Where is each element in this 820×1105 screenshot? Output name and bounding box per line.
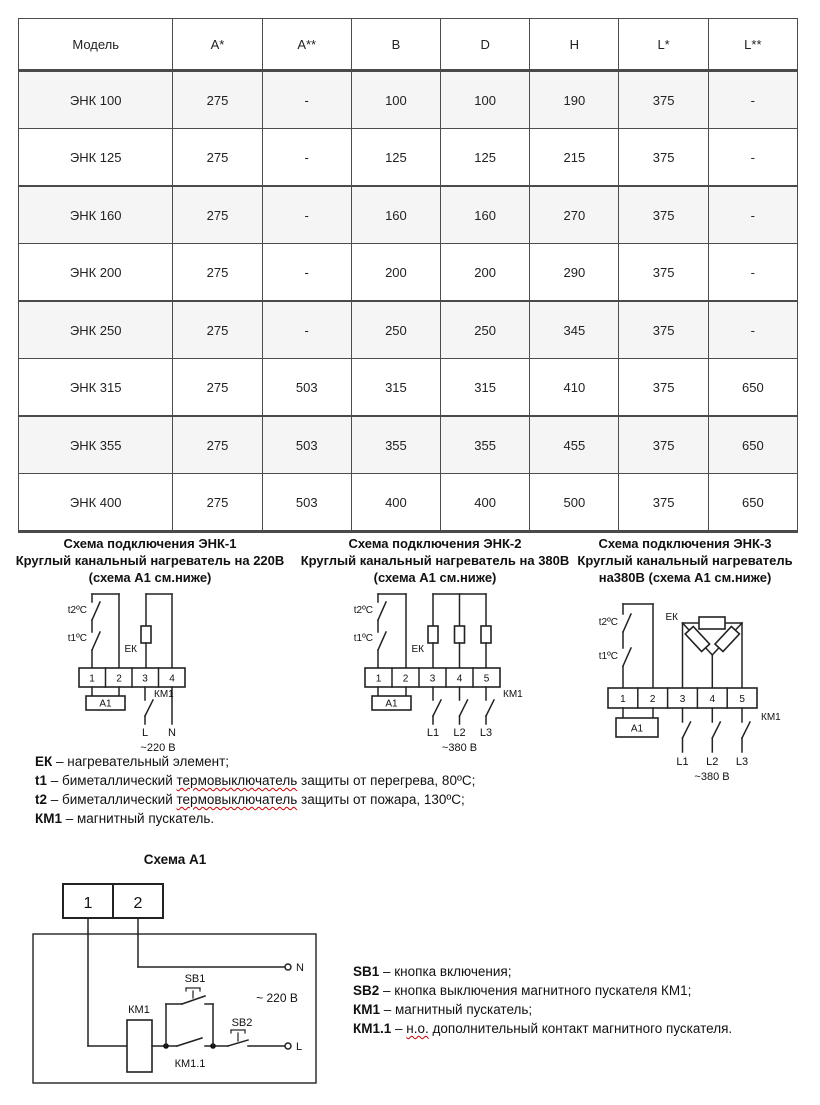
diagram-enk1-title-line2: Круглый канальный нагреватель на 220В bbox=[15, 553, 285, 568]
value-cell: 250 bbox=[351, 301, 440, 359]
table-row bbox=[19, 129, 798, 187]
t2-label: t2ºС bbox=[67, 605, 87, 616]
legend-item: КМ1.1 – н.о. дополнительный контакт магнитного пускателя. bbox=[353, 1021, 733, 1036]
terminal-3: 3 bbox=[429, 673, 436, 685]
voltage-label: ~ 220 В bbox=[256, 991, 298, 1005]
value-cell: 375 bbox=[619, 129, 708, 187]
legend-scheme-a1 bbox=[353, 962, 732, 1038]
terminal-1: 1 bbox=[83, 895, 93, 912]
heater-resistor bbox=[481, 626, 491, 643]
value-cell: 275 bbox=[173, 359, 262, 417]
value-cell: 375 bbox=[619, 71, 708, 129]
table-header-cell: Модель bbox=[19, 19, 173, 71]
value-cell: 503 bbox=[262, 359, 351, 417]
value-cell: 275 bbox=[173, 129, 262, 187]
phase-l-label: L bbox=[296, 1041, 303, 1053]
model-cell: ЭНК 160 bbox=[19, 186, 173, 244]
a1-label: А1 bbox=[99, 698, 112, 710]
terminal-block bbox=[63, 884, 163, 918]
value-cell: - bbox=[708, 129, 797, 187]
value-cell: 455 bbox=[530, 416, 619, 474]
terminal-3: 3 bbox=[679, 694, 686, 705]
terminal-block bbox=[365, 668, 500, 687]
table-header-cell: L* bbox=[619, 19, 708, 71]
model-cell: ЭНК 355 bbox=[19, 416, 173, 474]
value-cell: 275 bbox=[173, 186, 262, 244]
voltage-label: ~220 В bbox=[140, 742, 176, 754]
table-header-cell: A* bbox=[173, 19, 262, 71]
neutral-label: N bbox=[296, 962, 304, 974]
diagram-enk3-title bbox=[555, 535, 815, 586]
value-cell: 100 bbox=[441, 71, 530, 129]
scheme-a1-title: Схема А1 bbox=[143, 852, 207, 867]
diagram-enk2-title bbox=[300, 535, 570, 586]
value-cell: 375 bbox=[619, 416, 708, 474]
table-row bbox=[19, 244, 798, 302]
phase-l1-label: L1 bbox=[676, 756, 689, 768]
table-row bbox=[19, 359, 798, 417]
value-cell: 375 bbox=[619, 474, 708, 532]
phase-l3-label: L3 bbox=[735, 756, 749, 768]
value-cell: 410 bbox=[530, 359, 619, 417]
phase-l-label: L bbox=[141, 727, 149, 739]
value-cell: 275 bbox=[173, 244, 262, 302]
value-cell: 315 bbox=[441, 359, 530, 417]
a1-box bbox=[86, 687, 125, 710]
heater-resistor bbox=[699, 617, 725, 629]
value-cell: 200 bbox=[441, 244, 530, 302]
value-cell: 290 bbox=[530, 244, 619, 302]
table-row bbox=[19, 416, 798, 474]
km1-label: КМ1 bbox=[503, 689, 523, 700]
table-body bbox=[19, 71, 798, 532]
value-cell: 375 bbox=[619, 301, 708, 359]
value-cell: 400 bbox=[351, 474, 440, 532]
model-cell: ЭНК 250 bbox=[19, 301, 173, 359]
value-cell: - bbox=[708, 186, 797, 244]
legend-item: t1 – биметаллический термовыключатель защиты от перегрева, 80ºС; bbox=[35, 773, 476, 788]
heater-resistor bbox=[685, 626, 709, 651]
scheme-a1-schematic bbox=[30, 880, 360, 1095]
heater-delta bbox=[666, 612, 743, 688]
contactor-output bbox=[427, 687, 523, 754]
diagram-enk2-schematic bbox=[320, 588, 600, 758]
terminal-3: 3 bbox=[142, 673, 148, 685]
table-row bbox=[19, 71, 798, 129]
sb1-label: SB1 bbox=[184, 973, 206, 985]
diagram-enk1-title-line3: (схема А1 см.ниже) bbox=[88, 570, 212, 585]
value-cell: 315 bbox=[351, 359, 440, 417]
value-cell: - bbox=[708, 244, 797, 302]
table-row bbox=[19, 301, 798, 359]
value-cell: 650 bbox=[708, 359, 797, 417]
terminal-5: 5 bbox=[483, 673, 490, 685]
table-header-cell: A** bbox=[262, 19, 351, 71]
value-cell: 250 bbox=[441, 301, 530, 359]
t1-label: t1ºС bbox=[67, 633, 87, 644]
value-cell: 650 bbox=[708, 416, 797, 474]
terminal-2: 2 bbox=[402, 673, 409, 685]
t2-label: t2ºС bbox=[353, 605, 373, 616]
phase-l2-label: L2 bbox=[706, 756, 719, 768]
value-cell: 100 bbox=[351, 71, 440, 129]
km1-label: КМ1 bbox=[761, 712, 781, 723]
value-cell: 503 bbox=[262, 474, 351, 532]
diagram-enk3-schematic bbox=[565, 598, 820, 793]
value-cell: 160 bbox=[351, 186, 440, 244]
table-row bbox=[19, 474, 798, 532]
value-cell: 345 bbox=[530, 301, 619, 359]
model-cell: ЭНК 400 bbox=[19, 474, 173, 532]
value-cell: 200 bbox=[351, 244, 440, 302]
ek-label: ЕК bbox=[411, 644, 424, 655]
value-cell: 355 bbox=[351, 416, 440, 474]
value-cell: 650 bbox=[708, 474, 797, 532]
model-cell: ЭНК 125 bbox=[19, 129, 173, 187]
value-cell: 503 bbox=[262, 416, 351, 474]
legend-item: КМ1 – магнитный пускатель; bbox=[353, 1002, 533, 1017]
contactor-output bbox=[676, 708, 781, 783]
heater-resistor bbox=[141, 626, 151, 643]
sb2-label: SB2 bbox=[231, 1017, 253, 1029]
heater-bank bbox=[412, 594, 492, 668]
table-header-cell: L** bbox=[708, 19, 797, 71]
voltage-label: ~380 В bbox=[441, 742, 478, 754]
terminal-5: 5 bbox=[739, 694, 745, 705]
diagram-enk2-title-line1: Схема подключения ЭНК-2 bbox=[348, 536, 522, 551]
a1-label: А1 bbox=[630, 723, 644, 735]
diagram-enk2-title-line3: (схема А1 см.ниже) bbox=[373, 570, 497, 585]
phase-l2-label: L2 bbox=[453, 727, 466, 739]
value-cell: 275 bbox=[173, 71, 262, 129]
thermal-switch-loop bbox=[68, 594, 119, 668]
value-cell: - bbox=[262, 244, 351, 302]
value-cell: 355 bbox=[441, 416, 530, 474]
terminal-1: 1 bbox=[620, 694, 626, 705]
phase-l1-label: L1 bbox=[426, 727, 440, 739]
model-cell: ЭНК 315 bbox=[19, 359, 173, 417]
value-cell: - bbox=[262, 71, 351, 129]
ek-label: ЕК bbox=[665, 612, 678, 623]
terminal-2: 2 bbox=[649, 694, 656, 705]
value-cell: 275 bbox=[173, 474, 262, 532]
value-cell: - bbox=[708, 301, 797, 359]
value-cell: 215 bbox=[530, 129, 619, 187]
heater-resistor bbox=[428, 626, 438, 643]
legend-item: SB2 – кнопка выключения магнитного пускателя КМ1; bbox=[353, 983, 692, 998]
terminal-1: 1 bbox=[89, 673, 95, 685]
voltage-label: ~380 В bbox=[694, 771, 730, 783]
terminal-block bbox=[79, 668, 185, 687]
a1-box bbox=[372, 687, 411, 710]
value-cell: 375 bbox=[619, 359, 708, 417]
phase-l3-label: L3 bbox=[479, 727, 493, 739]
value-cell: 190 bbox=[530, 71, 619, 129]
t2-label: t2ºС bbox=[598, 617, 618, 628]
value-cell: 275 bbox=[173, 416, 262, 474]
km1-label: КМ1 bbox=[128, 1004, 150, 1016]
value-cell: - bbox=[708, 71, 797, 129]
heater-resistor bbox=[455, 626, 465, 643]
value-cell: 375 bbox=[619, 186, 708, 244]
diagram-enk1-title bbox=[15, 535, 285, 586]
heater-loop bbox=[125, 594, 173, 668]
model-cell: ЭНК 200 bbox=[19, 244, 173, 302]
legend-diagrams bbox=[35, 752, 475, 828]
table-header-cell: D bbox=[441, 19, 530, 71]
terminal-4: 4 bbox=[709, 694, 716, 705]
table-row bbox=[19, 186, 798, 244]
a1-label: А1 bbox=[385, 698, 398, 710]
model-cell: ЭНК 100 bbox=[19, 71, 173, 129]
table-header-cell: B bbox=[351, 19, 440, 71]
table-header-row bbox=[19, 19, 798, 71]
terminal-4: 4 bbox=[456, 673, 463, 685]
value-cell: 275 bbox=[173, 301, 262, 359]
value-cell: - bbox=[262, 186, 351, 244]
diagram-enk3-title-line1: Схема подключения ЭНК-3 bbox=[598, 536, 772, 551]
value-cell: 375 bbox=[619, 244, 708, 302]
terminal-2: 2 bbox=[116, 673, 122, 685]
value-cell: - bbox=[262, 301, 351, 359]
thermal-switch-loop bbox=[354, 594, 406, 668]
value-cell: 125 bbox=[441, 129, 530, 187]
heater-resistor bbox=[715, 626, 739, 651]
value-cell: 270 bbox=[530, 186, 619, 244]
thermal-switch-loop bbox=[599, 604, 653, 688]
a1-box bbox=[616, 708, 658, 737]
value-cell: 125 bbox=[351, 129, 440, 187]
dimensions-table bbox=[18, 18, 798, 533]
km1-label: КМ1 bbox=[154, 689, 174, 700]
legend-item: ЕК – нагревательный элемент; bbox=[35, 754, 230, 769]
t1-label: t1ºС bbox=[353, 633, 373, 644]
terminal-1: 1 bbox=[375, 673, 382, 685]
terminal-4: 4 bbox=[169, 673, 175, 685]
ek-label: ЕК bbox=[124, 644, 137, 655]
legend-item: SB1 – кнопка включения; bbox=[353, 964, 512, 979]
value-cell: 500 bbox=[530, 474, 619, 532]
diagram-enk1-title-line1: Схема подключения ЭНК-1 bbox=[63, 536, 237, 551]
terminal-block bbox=[608, 688, 757, 708]
legend-item: КМ1 – магнитный пускатель. bbox=[35, 811, 215, 826]
contactor-output bbox=[140, 687, 176, 754]
diagram-enk1-schematic bbox=[25, 588, 295, 758]
km1-coil bbox=[127, 1020, 152, 1072]
value-cell: 400 bbox=[441, 474, 530, 532]
diagram-enk2-title-line2: Круглый канальный нагреватель на 380В bbox=[300, 553, 570, 568]
table-header-cell: H bbox=[530, 19, 619, 71]
legend-item: t2 – биметаллический термовыключатель защиты от пожара, 130ºС; bbox=[35, 792, 465, 807]
neutral-label: N bbox=[168, 727, 176, 739]
t1-label: t1ºС bbox=[598, 651, 618, 662]
km11-label: КМ1.1 bbox=[174, 1058, 206, 1070]
value-cell: - bbox=[262, 129, 351, 187]
terminal-2: 2 bbox=[133, 895, 143, 912]
value-cell: 160 bbox=[441, 186, 530, 244]
diagram-enk3-title-line2: Круглый канальный нагреватель bbox=[577, 553, 793, 568]
diagram-enk3-title-line3: на380В (схема А1 см.ниже) bbox=[598, 570, 772, 585]
